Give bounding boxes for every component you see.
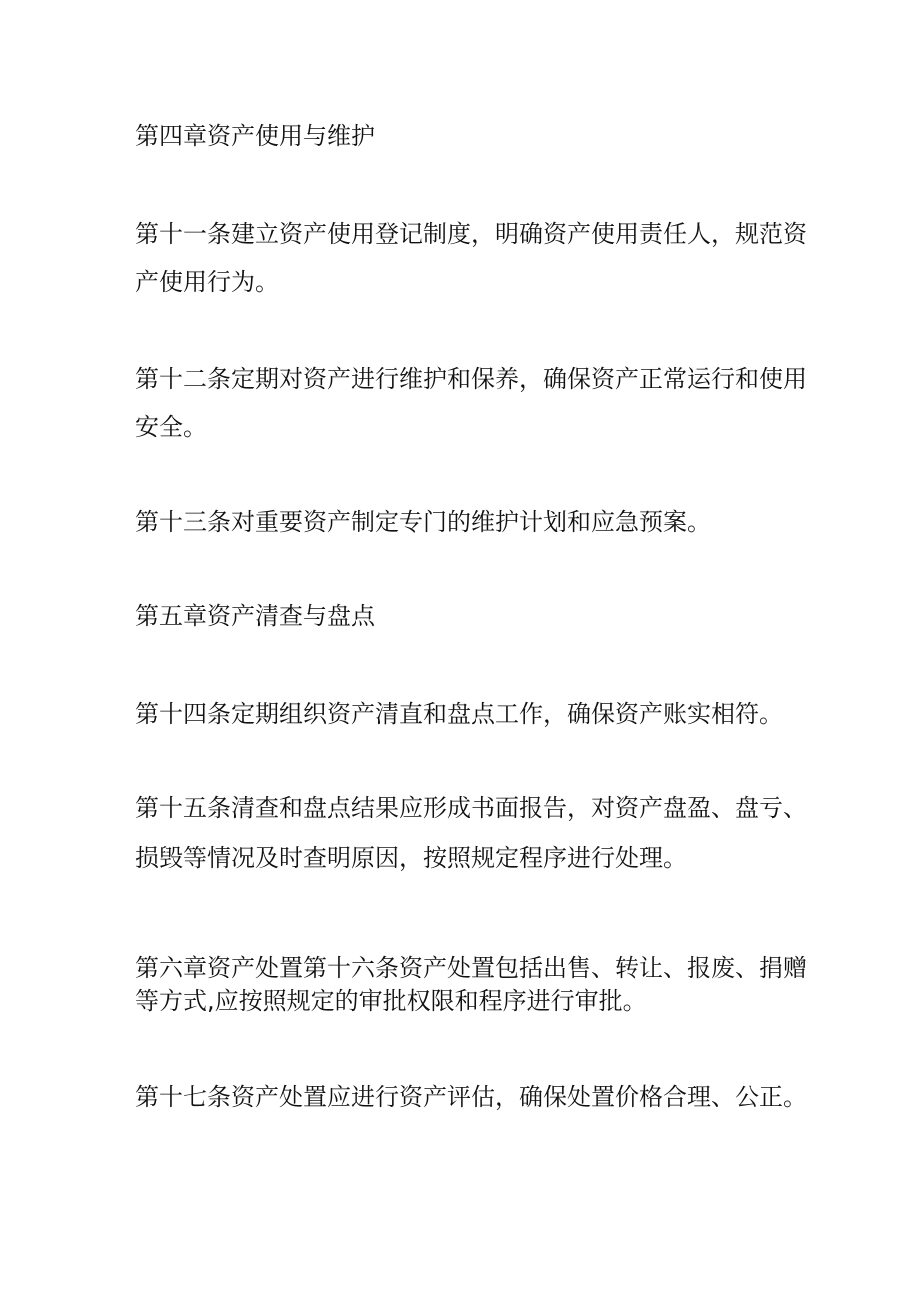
chapter-5-title: 第五章资产清查与盘点 bbox=[135, 602, 375, 630]
chapter-6-article-16-line-2: 等方式,应按照规定的审批权限和程序进行审批。 bbox=[135, 987, 647, 1015]
article-17: 第十七条资产处置应进行资产评估，确保处置价格合理、公正。 bbox=[135, 1083, 807, 1111]
article-11-line-2: 产使用行为。 bbox=[135, 268, 279, 296]
article-11-line-1: 第十一条建立资产使用登记制度，明确资产使用责任人，规范资 bbox=[135, 220, 807, 248]
article-12-line-1: 第十二条定期对资产进行维护和保养，确保资产正常运行和使用 bbox=[135, 365, 807, 393]
article-13: 第十三条对重要资产制定专门的维护计划和应急预案。 bbox=[135, 508, 711, 536]
chapter-6-article-16-line-1: 第六章资产处置第十六条资产处置包括出售、转让、报废、捐赠 bbox=[135, 954, 807, 982]
article-14: 第十四条定期组织资产清直和盘点工作，确保资产账实相符。 bbox=[135, 700, 783, 728]
article-15-line-2: 损毁等情况及时查明原因，按照规定程序进行处理。 bbox=[135, 844, 687, 872]
article-15-line-1: 第十五条清查和盘点结果应形成书面报告，对资产盘盈、盘亏、 bbox=[135, 794, 807, 822]
chapter-4-title: 第四章资产使用与维护 bbox=[135, 122, 375, 150]
article-12-line-2: 安全。 bbox=[135, 413, 207, 441]
